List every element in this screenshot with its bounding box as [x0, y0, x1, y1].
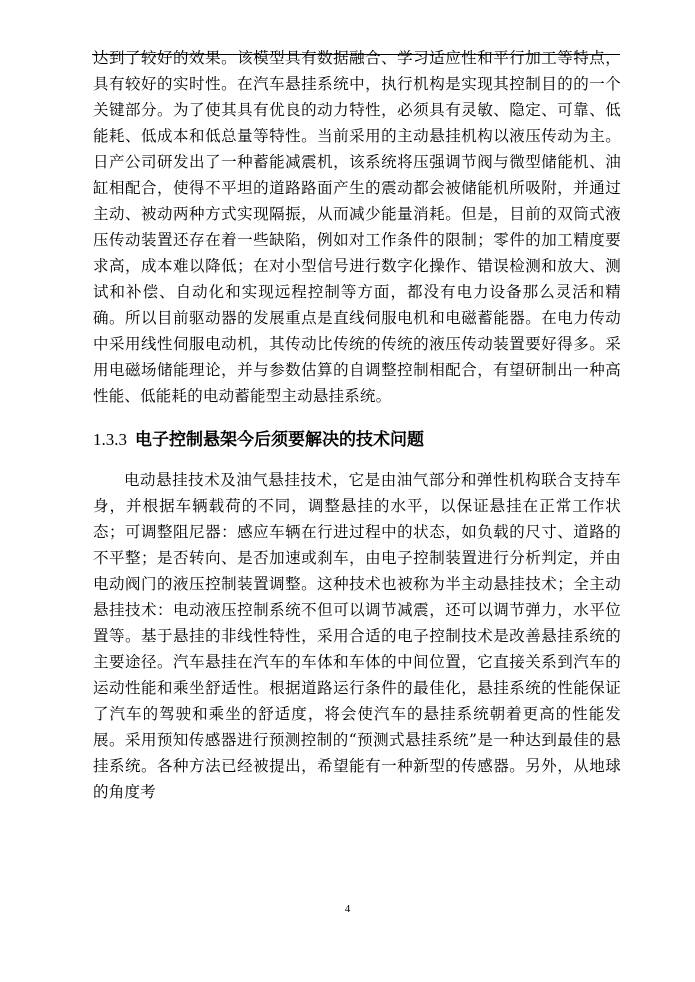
page-number: 4: [344, 903, 351, 915]
body-paragraph: 电动悬挂技术及油气悬挂技术，它是由油气部分和弹性机构联合支持车身，并根据车辆载荷的不同，调整悬挂的水平，以保证悬挂在正常工作状态；可调整阻尼器：感应车辆在行进过程中的状态，如负载的尺寸、道路的不平整；是否转向、是否加速或刹车，由电子控制装置进行分析判定，并由电动阀门的液压控制装置调整。这种技术也被称为半主动悬挂技术；全主动悬挂技术：电动液压控制系统不但可以调节减震，还可以调节弹力，水平位置等。基于悬挂的非线性特性，采用合适的电子控制技术是改善悬挂系统的主要途径。汽车悬挂在汽车的车体和车体的中间位置，它直接关系到汽车的运动性能和乘坐舒适性。根据道路运行条件的最佳化，悬挂系统的性能保证了汽车的驾驶和乘坐的舒适度，将会使汽车的悬挂系统朝着更高的性能发展。采用预知传感器进行预测控制的“预测式悬挂系统”是一种达到最佳的悬挂系统。各种方法已经被提出，希望能有一种新型的传感器。另外，从地球的角度考: [93, 471, 621, 801]
section-title: 电子控制悬架今后须要解决的技术问题: [135, 430, 424, 450]
section-heading: [93, 427, 621, 453]
section-number: 1.3.3: [93, 430, 127, 449]
body-paragraph: 达到了较好的效果。该模型具有数据融合、学习适应性和平行加工等特点，具有较好的实时性。在汽车悬挂系统中，执行机构是实现其控制目的的一个关键部分。为了使其具有优良的动力特性，必须具有灵敏、隐定、可靠、低能耗、低成本和低总量等特性。当前采用的主动悬挂机构以液压传动为主。日产公司研发出了一种蓄能减震机，该系统将压强调节阀与微型储能机、油缸相配合，使得不平坦的道路路面产生的震动都会被储能机所吸附，并通过主动、被动两种方式实现隔振，从而减少能量消耗。但是，目前的双筒式液压传动装置还存在着一些缺陷，例如对工作条件的限制；零件的加工精度要求高，成本难以降低；在对小型信号进行数字化操作、错误检测和放大、测试和补偿、自动化和实现远程控制等方面，都没有电力设备那么灵活和精确。所以目前驱动器的发展重点是直线伺服电机和电磁蓄能器。在电力传动中采用线性伺服电动机，其传动比传统的传统的液压传动装置要好得多。采用电磁场储能理论，并与参数估算的自调整控制相配合，有望研制出一种高性能、低能耗的电动蓄能型主动悬挂系统。: [93, 49, 621, 405]
document-body: [93, 45, 621, 805]
